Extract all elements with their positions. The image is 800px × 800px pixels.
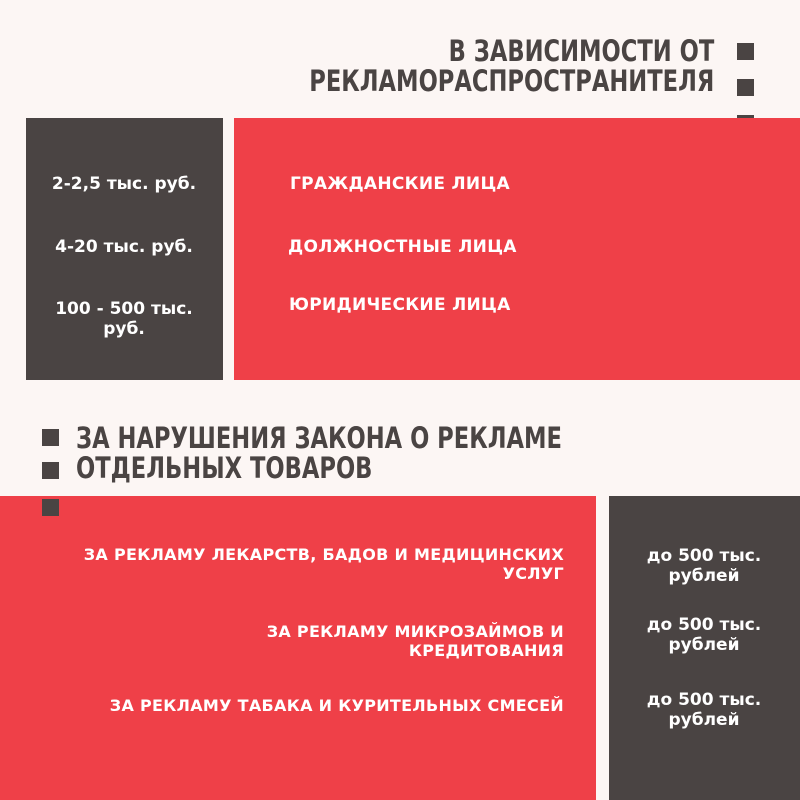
price-citizens: 2-2,5 тыс. руб.	[51, 174, 197, 194]
decor-square	[737, 79, 754, 96]
section1-title: В ЗАВИСИМОСТИ ОТ РЕКЛАМОРАСПРОСТРАНИТЕЛЯ	[308, 34, 714, 98]
label-legal-entities: ЮРИДИЧЕСКИЕ ЛИЦА	[289, 295, 511, 315]
fine-medicine: до 500 тыс. рублей	[646, 546, 762, 586]
violation-microloans: ЗА РЕКЛАМУ МИКРОЗАЙМОВ И КРЕДИТОВАНИЯ	[266, 622, 564, 660]
violation-tobacco: ЗА РЕКЛАМУ ТАБАКА И КУРИТЕЛЬНЫХ СМЕСЕЙ	[109, 696, 564, 715]
decor-square	[42, 462, 59, 479]
price-officials: 4-20 тыс. руб.	[55, 237, 193, 257]
section2-title: ЗА НАРУШЕНИЯ ЗАКОНА О РЕКЛАМЕ ОТДЕЛЬНЫХ ТОВАРОВ	[76, 421, 562, 485]
violation-medicine: ЗА РЕКЛАМУ ЛЕКАРСТВ, БАДОВ И МЕДИЦИНСКИХ УСЛУГ	[83, 545, 564, 583]
price-legal-entities: 100 - 500 тыс. руб.	[55, 299, 193, 339]
label-officials: ДОЛЖНОСТНЫЕ ЛИЦА	[288, 237, 517, 257]
fine-tobacco: до 500 тыс. рублей	[646, 690, 762, 730]
decor-square-overlay	[42, 499, 59, 516]
label-citizens: ГРАЖДАНСКИЕ ЛИЦА	[290, 174, 510, 194]
fine-microloans: до 500 тыс. рублей	[646, 615, 762, 655]
decor-square	[42, 429, 59, 446]
decor-square	[737, 43, 754, 60]
